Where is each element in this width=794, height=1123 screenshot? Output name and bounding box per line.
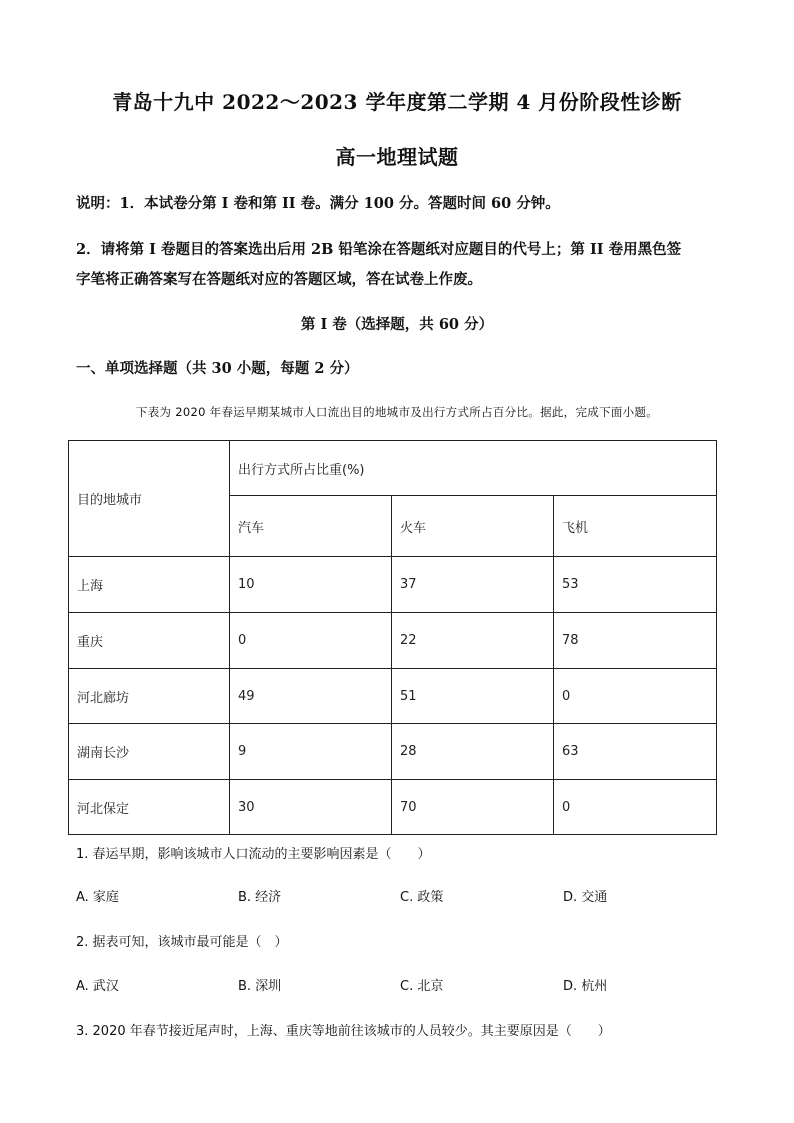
table-row	[69, 669, 717, 724]
table-row	[69, 613, 717, 669]
q2-option-a[interactable]: A. 武汉	[76, 979, 119, 994]
question-2: 2. 据表可知，该城市最可能是（ ）	[76, 935, 288, 950]
header-mode-plane: 飞机	[554, 496, 717, 557]
travel-mode-table	[68, 440, 717, 835]
question-3: 3. 2020 年春节接近尾声时，上海、重庆等地前往该城市的人员较少。其主要原因是（ ）	[76, 1024, 611, 1039]
row-city: 河北廊坊	[69, 669, 230, 724]
row-city: 河北保定	[69, 780, 230, 835]
question-1: 1. 春运早期，影响该城市人口流动的主要影响因素是（ ）	[76, 847, 431, 862]
table-row	[69, 780, 717, 835]
table-row	[69, 557, 717, 613]
header-mode-share: 出行方式所占比重(%)	[230, 441, 717, 496]
header-mode-train: 火车	[392, 496, 554, 557]
row-car-value: 30	[230, 780, 392, 835]
row-car-value: 9	[230, 724, 392, 780]
row-city: 湖南长沙	[69, 724, 230, 780]
row-plane-value: 0	[554, 780, 717, 835]
row-train-value: 37	[392, 557, 554, 613]
row-plane-value: 53	[554, 557, 717, 613]
row-city: 上海	[69, 557, 230, 613]
page-subtitle: 高一地理试题	[335, 145, 459, 169]
row-car-value: 10	[230, 557, 392, 613]
row-car-value: 49	[230, 669, 392, 724]
q1-option-a[interactable]: A. 家庭	[76, 890, 119, 905]
row-plane-value: 78	[554, 613, 717, 669]
table-row	[69, 724, 717, 780]
row-city: 重庆	[69, 613, 230, 669]
part-title: 一、单项选择题（共 30 小题，每题 2 分）	[76, 360, 359, 377]
instruction-line-2a: 2．请将第 I 卷题目的答案选出后用 2B 铅笔涂在答题纸对应题目的代号上；第 II 卷用黑色签	[76, 241, 682, 258]
q2-option-b[interactable]: B. 深圳	[238, 979, 282, 994]
instruction-line-2b: 字笔将正确答案写在答题纸对应的答题区域，答在试卷上作废。	[76, 271, 482, 288]
row-plane-value: 0	[554, 669, 717, 724]
q1-option-b[interactable]: B. 经济	[238, 890, 282, 905]
row-train-value: 28	[392, 724, 554, 780]
row-plane-value: 63	[554, 724, 717, 780]
page-title: 青岛十九中 2022～2023 学年度第二学期 4 月份阶段性诊断	[112, 90, 682, 114]
row-train-value: 51	[392, 669, 554, 724]
row-train-value: 70	[392, 780, 554, 835]
row-train-value: 22	[392, 613, 554, 669]
q2-option-d[interactable]: D. 杭州	[563, 979, 608, 994]
header-mode-car: 汽车	[230, 496, 392, 557]
q1-option-d[interactable]: D. 交通	[563, 890, 608, 905]
table-intro: 下表为 2020 年春运早期某城市人口流出目的地城市及出行方式所占百分比。据此，完成下面小题。	[135, 405, 659, 419]
instruction-line-1: 说明：1．本试卷分第 I 卷和第 II 卷。满分 100 分。答题时间 60 分钟。	[76, 195, 560, 212]
q2-option-c[interactable]: C. 北京	[400, 979, 444, 994]
volume-title: 第 I 卷（选择题，共 60 分）	[300, 316, 494, 333]
row-car-value: 0	[230, 613, 392, 669]
q1-option-c[interactable]: C. 政策	[400, 890, 444, 905]
header-destination: 目的地城市	[69, 441, 230, 557]
